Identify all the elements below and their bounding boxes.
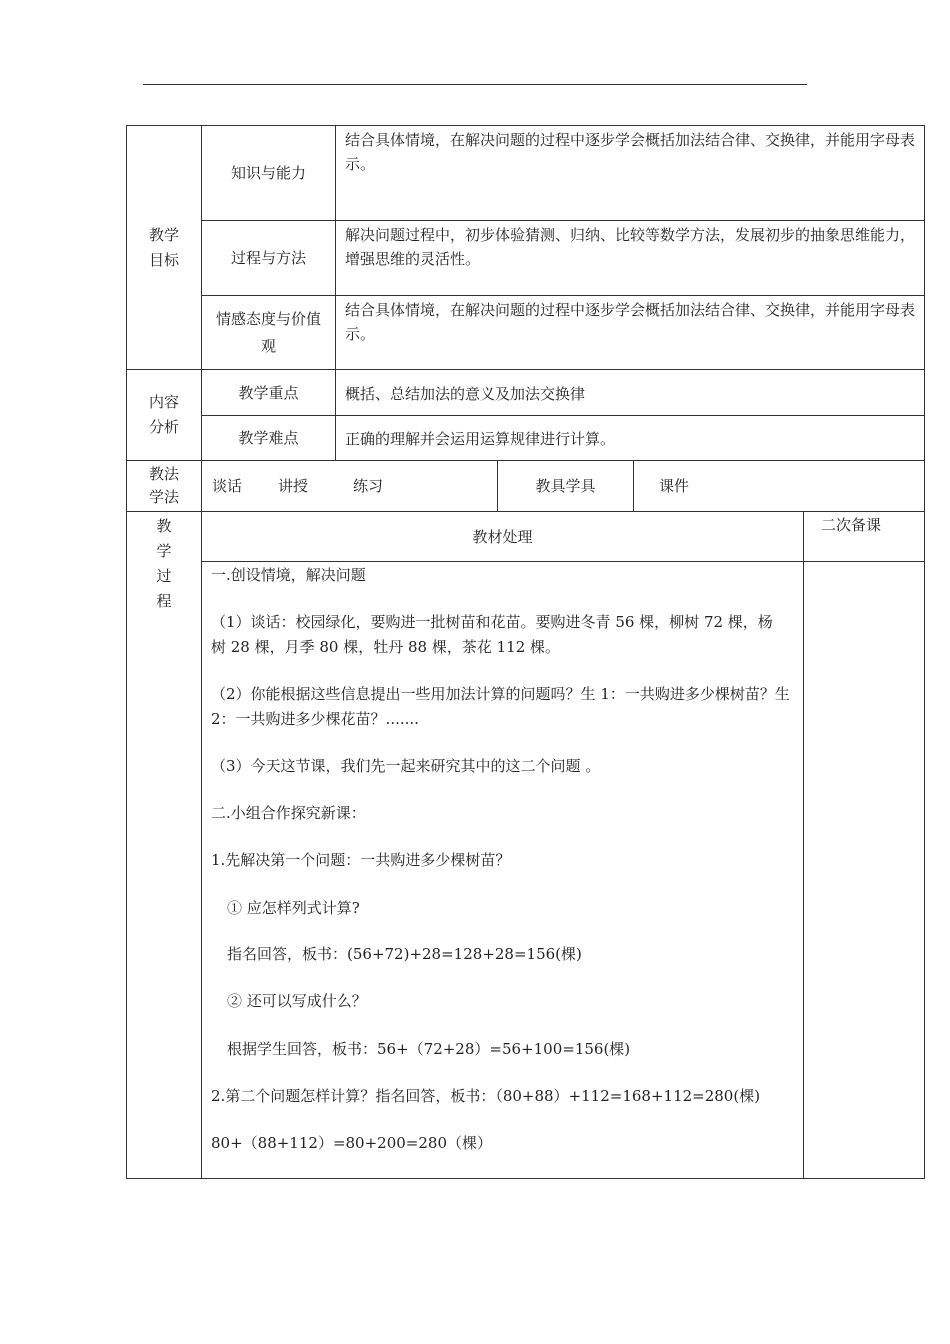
process-line: 根据学生回答，板书：56+（72+28）=56+100=156(棵)	[227, 1040, 631, 1058]
process-line: （1）谈话：校园绿化，要购进一批树苗和花苗。要购进冬青 56 棵，柳树 72 棵，杨树 28 棵，月季 80 棵，牡丹 88 棵，茶花 112 棵。	[211, 613, 773, 656]
tools-label-cell	[497, 460, 634, 512]
objective-content: 结合具体情境，在解决问题的过程中逐步学会概括加法结合律、交换律，并能用字母表示。	[345, 301, 916, 343]
tools-value-cell	[633, 460, 925, 512]
objective-content: 结合具体情境，在解决问题的过程中逐步学会概括加法结合律、交换律，并能用字母表示。	[345, 131, 916, 173]
tools-label: 教具学具	[535, 477, 596, 495]
process-line: 二.小组合作探究新课：	[211, 804, 366, 822]
process-line: 一.创设情境，解决问题	[211, 566, 366, 584]
key-point-label: 教学重点	[238, 383, 299, 402]
difficult-point-content-cell	[335, 415, 925, 461]
objectives-label: 教学目标	[148, 225, 179, 269]
objective-content: 解决问题过程中，初步体验猜测、归纳、比较等数学方法，发展初步的抽象思维能力，增强思维的灵活性。	[345, 226, 916, 268]
methods-label-cell	[126, 460, 202, 512]
second-prep-label: 二次备课	[821, 516, 882, 534]
objective-name-cell	[201, 295, 336, 370]
process-line: 80+（88+112）=80+200=280（棵）	[211, 1134, 492, 1152]
header-rule	[143, 84, 807, 85]
difficult-point-label: 教学难点	[238, 429, 299, 447]
process-line: （2）你能根据这些信息提出一些用加法计算的问题吗？生 1：一共购进多少棵树苗？生 2：一共购进多少棵花苗？.......	[211, 685, 790, 728]
objectives-label-cell	[126, 125, 202, 370]
second-prep-cell	[803, 511, 925, 562]
process-label: 教 学 过 程	[156, 517, 172, 610]
key-point-content-cell	[335, 369, 925, 416]
tools-value: 课件	[659, 477, 690, 495]
objective-name-cell	[201, 220, 336, 296]
process-line: （3）今天这节课，我们先一起来研究其中的这二个问题 。	[211, 757, 601, 775]
method-item: 练习	[353, 477, 384, 495]
objective-name: 情感态度与价值观	[215, 309, 321, 355]
method-item: 谈话	[212, 477, 243, 495]
process-line: ① 应怎样列式计算?	[227, 899, 360, 917]
difficult-point-label-cell	[201, 415, 336, 461]
analysis-label-cell	[126, 369, 202, 461]
process-header-cell	[201, 511, 804, 562]
objective-name: 知识与能力	[230, 164, 306, 182]
process-line: 1.先解决第一个问题：一共购进多少棵树苗？	[211, 851, 511, 869]
process-line: 2.第二个问题怎样计算？指名回答，板书：（80+88）+112=168+112=280(棵)	[211, 1087, 761, 1105]
objective-content-cell	[335, 125, 925, 221]
second-prep-body-cell	[803, 561, 925, 1179]
key-point-label-cell	[201, 369, 336, 416]
process-header: 教材处理	[472, 527, 533, 546]
difficult-point-content: 正确的理解并会运用运算规律进行计算。	[345, 430, 616, 448]
analysis-label: 内容分析	[148, 393, 179, 436]
objective-name: 过程与方法	[230, 249, 306, 267]
process-label-cell	[126, 511, 202, 1179]
objective-name-cell	[201, 125, 336, 221]
methods-items-cell	[201, 460, 498, 512]
process-line: 指名回答，板书：(56+72)+28=128+28=156(棵)	[227, 945, 582, 963]
key-point-content: 概括、总结加法的意义及加法交换律	[345, 384, 586, 403]
method-item: 讲授	[278, 477, 309, 495]
process-line: ② 还可以写成什么？	[227, 992, 367, 1010]
objective-content-cell	[335, 295, 925, 370]
methods-label: 教法学法	[148, 465, 179, 506]
objective-content-cell	[335, 220, 925, 296]
